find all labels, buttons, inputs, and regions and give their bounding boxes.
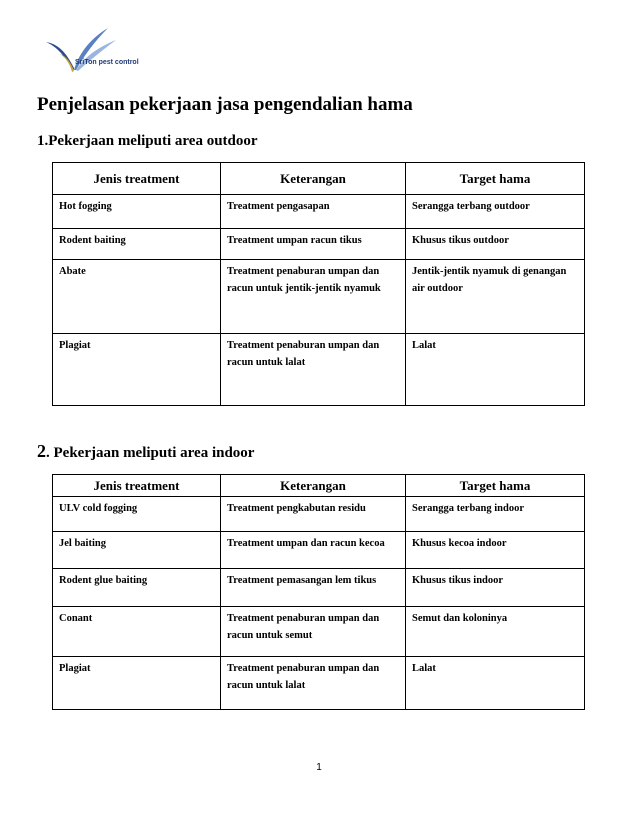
table-cell: Treatment penaburan umpan dan racun untuk semut bbox=[221, 607, 406, 657]
table-cell: Treatment penaburan umpan dan racun untuk lalat bbox=[221, 334, 406, 406]
logo-text: SriTon pest control bbox=[75, 59, 139, 66]
indoor-table bbox=[52, 474, 585, 710]
outdoor-table bbox=[52, 162, 585, 406]
table-cell: Treatment umpan racun tikus bbox=[221, 229, 406, 260]
table-cell: Treatment pemasangan lem tikus bbox=[221, 569, 406, 607]
table-cell: Rodent glue baiting bbox=[53, 569, 221, 607]
table-cell: Jel baiting bbox=[53, 532, 221, 569]
table-cell: Khusus kecoa indoor bbox=[406, 532, 585, 569]
table-row bbox=[53, 497, 585, 532]
table-cell: Treatment umpan dan racun kecoa bbox=[221, 532, 406, 569]
table-cell: Plagiat bbox=[53, 657, 221, 710]
table-row bbox=[53, 229, 585, 260]
section-heading-outdoor: 1.Pekerjaan meliputi area outdoor bbox=[37, 133, 258, 149]
table-row bbox=[53, 334, 585, 406]
table-row bbox=[53, 195, 585, 229]
table-header-row bbox=[53, 163, 585, 195]
table-cell: Conant bbox=[53, 607, 221, 657]
section-heading-indoor bbox=[37, 441, 254, 462]
table-cell: Serangga terbang indoor bbox=[406, 497, 585, 532]
table-cell: Lalat bbox=[406, 657, 585, 710]
table-cell: Treatment pengasapan bbox=[221, 195, 406, 229]
section-number: 2 bbox=[37, 441, 46, 461]
column-header: Jenis treatment bbox=[53, 163, 221, 195]
table-cell: Treatment pengkabutan residu bbox=[221, 497, 406, 532]
column-header: Target hama bbox=[406, 163, 585, 195]
table-row bbox=[53, 607, 585, 657]
feather-logo-icon bbox=[36, 22, 146, 78]
table-cell: Treatment penaburan umpan dan racun untuk lalat bbox=[221, 657, 406, 710]
table-cell: Khusus tikus indoor bbox=[406, 569, 585, 607]
table-cell: ULV cold fogging bbox=[53, 497, 221, 532]
table-cell: Treatment penaburan umpan dan racun untuk jentik-jentik nyamuk bbox=[221, 260, 406, 334]
page-title: Penjelasan pekerjaan jasa pengendalian hama bbox=[37, 94, 413, 115]
table-cell: Abate bbox=[53, 260, 221, 334]
table-header-row bbox=[53, 475, 585, 497]
table-row bbox=[53, 569, 585, 607]
table-cell: Khusus tikus outdoor bbox=[406, 229, 585, 260]
table-row bbox=[53, 260, 585, 334]
company-logo bbox=[36, 22, 146, 78]
column-header: Keterangan bbox=[221, 163, 406, 195]
section-heading-text: . Pekerjaan meliputi area indoor bbox=[46, 445, 255, 461]
page-number: 1 bbox=[316, 762, 322, 773]
column-header: Keterangan bbox=[221, 475, 406, 497]
column-header: Target hama bbox=[406, 475, 585, 497]
table-cell: Semut dan koloninya bbox=[406, 607, 585, 657]
table-row bbox=[53, 657, 585, 710]
table-cell: Rodent baiting bbox=[53, 229, 221, 260]
table-cell: Jentik-jentik nyamuk di genangan air outdoor bbox=[406, 260, 585, 334]
column-header: Jenis treatment bbox=[53, 475, 221, 497]
table-cell: Lalat bbox=[406, 334, 585, 406]
table-cell: Plagiat bbox=[53, 334, 221, 406]
table-cell: Hot fogging bbox=[53, 195, 221, 229]
table-row bbox=[53, 532, 585, 569]
table-cell: Serangga terbang outdoor bbox=[406, 195, 585, 229]
